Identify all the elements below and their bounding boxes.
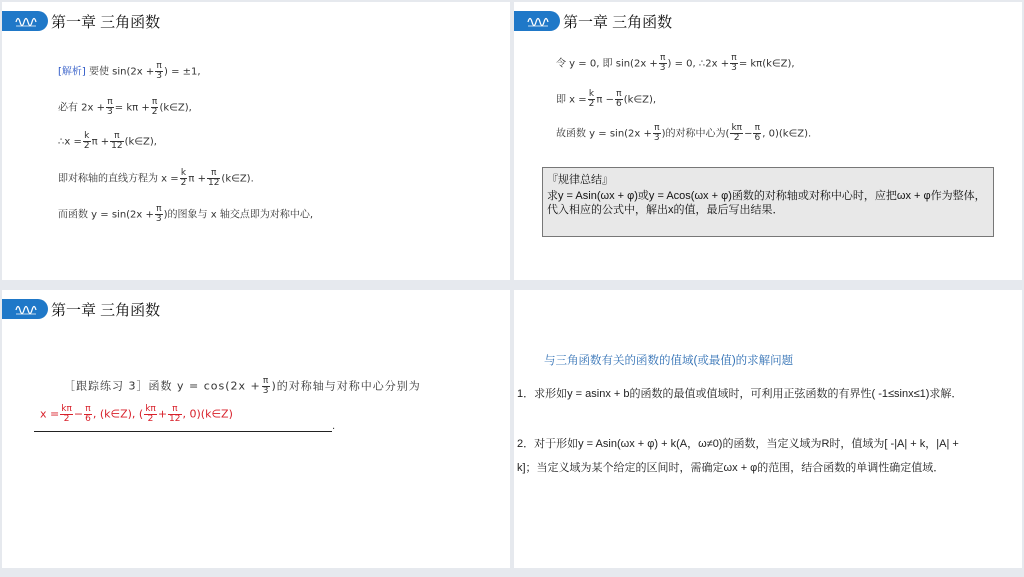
paragraph-1: 1．求形如y = asinx + b的函数的最值或值域时，可利用正弦函数的有界性( -1≤sinx≤1)求解． [517,388,963,400]
fraction: $\frac{\pi}{3}$ [156,61,162,81]
analysis-line-2: 必有 2x + $\frac{\pi}{3}$ = kπ + $\frac{\pi}{2}$ (k∈Z), [58,97,192,117]
chapter-title: 第一章 三角函数 [51,13,161,31]
practice-question: ［跟踪练习 3］函数 y = cos(2x + $\frac{\pi}{3}$ )的对称轴与对称中心分别为 [64,376,421,396]
slide-4 [514,290,1022,568]
chapter-tab [2,11,48,31]
summary-title: 『规律总结』 [547,174,613,186]
solution-line-3: 故函数 y = sin(2x + $\frac{\pi}{3}$ )的对称中心为( $\frac{k\pi}{2}$ − $\frac{\pi}{6}$ , 0)(k∈Z). [556,123,812,143]
slide-2 [514,2,1022,280]
answer-period: . [332,421,336,432]
wave-icon [527,14,549,28]
chapter-title: 第一章 三角函数 [51,301,161,319]
answer-underline [34,431,332,432]
slide-1 [2,2,510,280]
slide-header [514,10,672,32]
wave-icon [15,302,37,316]
solution-line-2: 即 x = $\frac{k}{2}$ π − $\frac{\pi}{6}$ (k∈Z), [556,89,657,109]
solution-line-1: 令 y = 0, 即 sin(2x + $\frac{\pi}{3}$ ) = 0, ∴2x + $\frac{\pi}{3}$ = kπ(k∈Z), [556,53,795,73]
analysis-line-5: 而函数 y = sin(2x + $\frac{\pi}{3}$ )的图象与 x 轴交点即为对称中心, [58,204,313,224]
chapter-tab [2,299,48,319]
wave-icon [15,14,37,28]
analysis-line-4: 即对称轴的直线方程为 x = $\frac{k}{2}$ π + $\frac{\pi}{12}$ (k∈Z). [58,168,254,188]
topic-title: 与三角函数有关的函数的值域(或最值)的求解问题 [544,355,794,367]
slide-3 [2,290,510,568]
chapter-tab [514,11,560,31]
analysis-line-1: [解析] 要使 sin(2x + $\frac{\pi}{3}$ ) = ±1, [58,61,201,81]
practice-answer: x = $\frac{k\pi}{2}$ − $\frac{\pi}{6}$ , (k∈Z), ( $\frac{k\pi}{2}$ + $\frac{\pi}{12}$ , 0)(k∈Z) [40,404,233,424]
summary-box [542,167,994,237]
analysis-line-3: ∴x = $\frac{k}{2}$ π + $\frac{\pi}{12}$ (k∈Z), [58,131,157,151]
summary-text: 求y = Asin(ωx + φ)或y = Acos(ωx + φ)函数的对称轴或对称中心时，应把ωx + φ作为整体，代入相应的公式中，解出x的值，最后写出结果． [547,190,986,216]
analysis-tag: [解析] [58,66,86,78]
paragraph-2: 2．对于形如y = Asin(ωx + φ) + k(A，ω≠0)的函数，当定义域为R时，值域为[ -|A| + k，|A| + k]；当定义域为某个给定的区间时，需确定ωx + φ的范围，结合函数的单调性确定值域． [517,438,959,474]
chapter-title: 第一章 三角函数 [563,13,673,31]
slide-header [2,10,160,32]
slide-header [2,298,160,320]
